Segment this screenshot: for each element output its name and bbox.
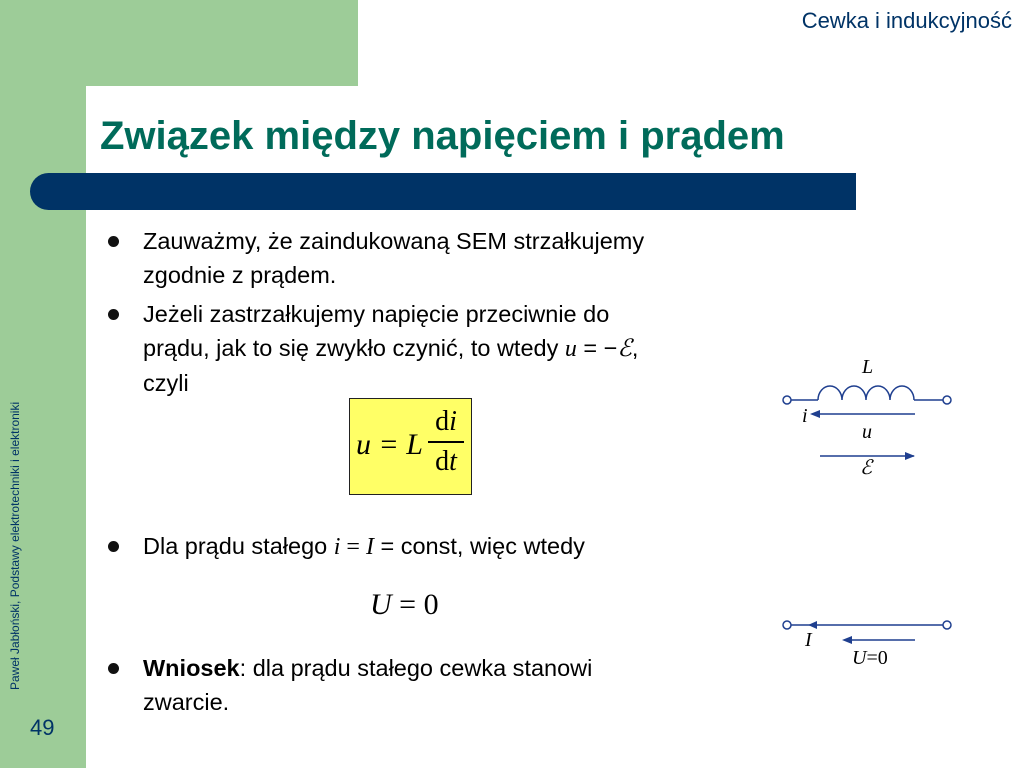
bullet-line: zwarcie. [143, 689, 230, 715]
short-circuit [783, 621, 951, 669]
num-var: i [449, 406, 457, 437]
formula-equals-zero: = 0 [391, 588, 439, 621]
label-zero: =0 [866, 647, 888, 669]
den-d: d [435, 445, 450, 477]
inductor-circuit [783, 356, 951, 479]
terminal-right [943, 621, 951, 629]
bullet-line: Zauważmy, że zaindukowaną SEM strzałkujemy [143, 228, 645, 254]
math-i: i [333, 534, 341, 560]
label-i: i [802, 405, 808, 427]
label-emf: ℰ [860, 457, 873, 479]
math-equals-minus: = − [576, 335, 618, 361]
author-credit: Paweł Jabłoński, Podstawy elektrotechniki i elektroniki [8, 401, 22, 690]
slide-header-topic: Cewka i indukcyjność [801, 8, 1012, 33]
math-emf: ℰ [617, 336, 632, 362]
bullet-line: czyli [143, 370, 189, 396]
formula-lhs-text: u = L [356, 428, 423, 461]
current-arrow-icon [810, 410, 820, 418]
bullet-line: = const, więc wtedy [373, 533, 585, 559]
slide-title: Związek między napięciem i prądem [100, 114, 785, 158]
label-U: U [852, 647, 867, 669]
bullet-line: Dla prądu stałego [143, 533, 334, 559]
bullet-line: prądu, jak to się zwykło czynić, to wtedy [143, 335, 565, 361]
coil-symbol [818, 386, 914, 400]
math-I: I [365, 534, 374, 560]
label-u: u [862, 421, 872, 443]
math-equals: = [340, 534, 366, 560]
label-L: L [862, 356, 874, 378]
num-d: d [435, 406, 450, 437]
voltage-arrow-icon [842, 636, 852, 644]
current-arrow-icon [808, 621, 817, 629]
den-var: t [449, 445, 457, 477]
label-I: I [805, 629, 812, 651]
math-u: u [564, 336, 577, 362]
formula-U: U [370, 588, 392, 621]
terminal-left [783, 396, 791, 404]
page-number: 49 [30, 715, 55, 740]
terminal-left [783, 621, 791, 629]
terminal-right [943, 396, 951, 404]
bullet-line: : dla prądu stałego cewka stanowi [239, 655, 593, 681]
conclusion-label: Wniosek [143, 655, 240, 681]
label-U-zero [852, 647, 888, 669]
bullet-line: zgodnie z prądem. [143, 262, 337, 288]
punctuation: , [631, 335, 639, 361]
bullet-line: Jeżeli zastrzałkujemy napięcie przeciwnie do [143, 301, 610, 327]
